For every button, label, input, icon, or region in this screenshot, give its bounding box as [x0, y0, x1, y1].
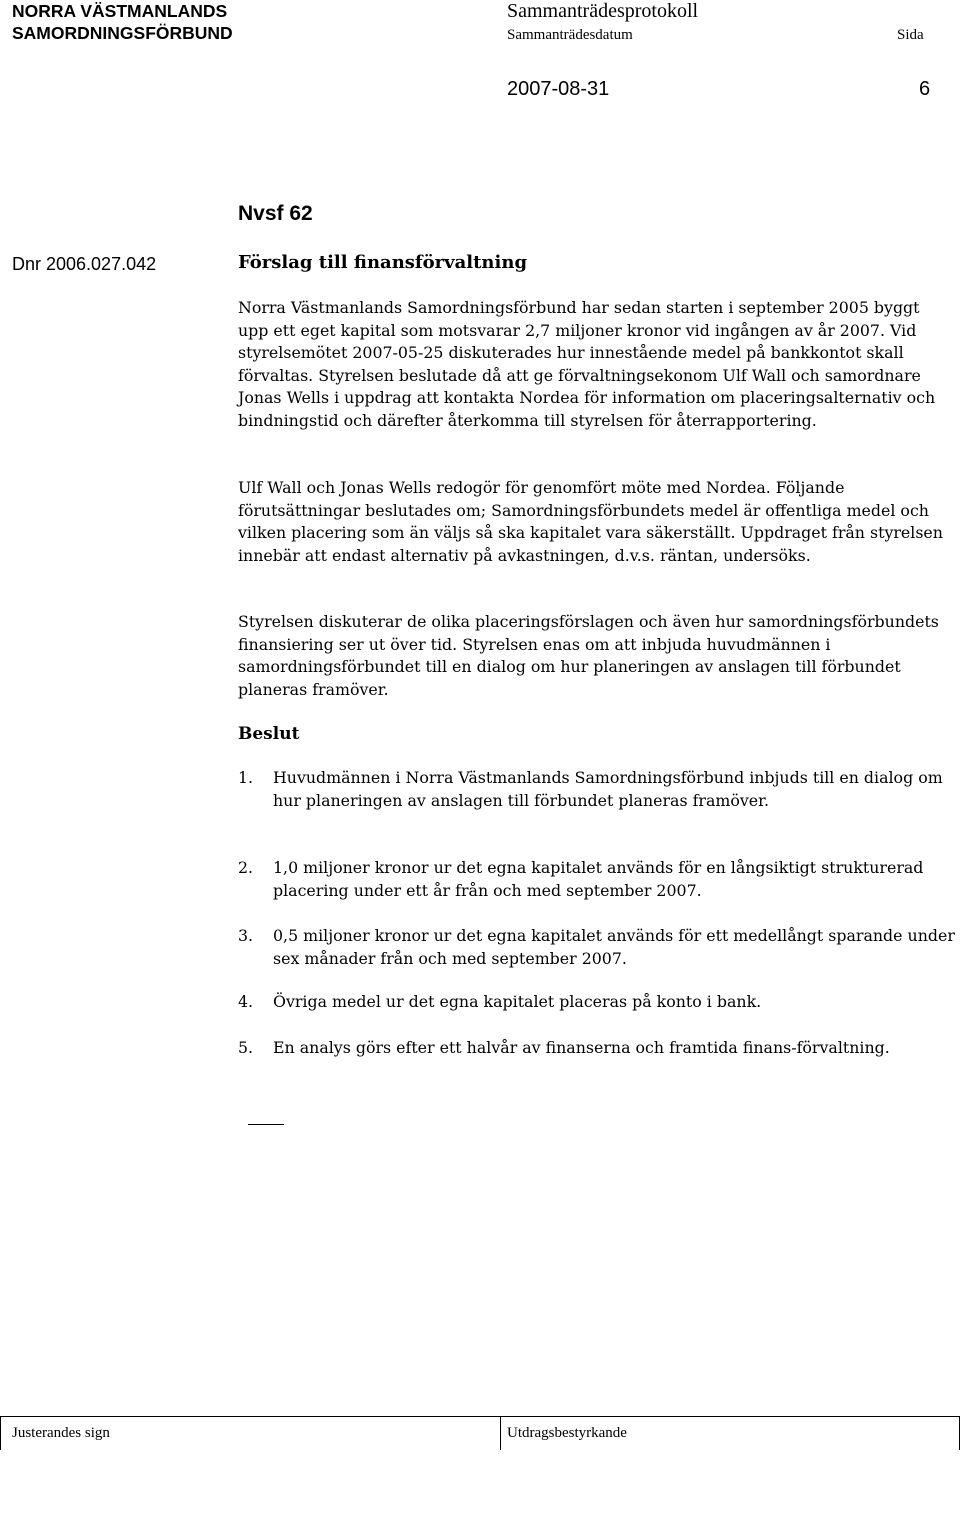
decision-item: [238, 991, 958, 1014]
decision-item: [238, 767, 958, 812]
body-paragraph-2: Ulf Wall och Jonas Wells redogör för genomfört möte med Nordea. Följande förutsättningar beslutades om; Samordningsförbundets medel är offentliga medel och vilken placering som än väljs så ska kapitalet vara säkerställt. Uppdraget från styrelsen innebär att endast alternativ på avkastningen, d.v.s. räntan, undersöks.: [238, 478, 943, 565]
decision-item-text: Övriga medel ur det egna kapitalet placeras på konto i bank.: [273, 992, 762, 1011]
decision-item: [238, 857, 958, 902]
document-type: Sammanträdesprotokoll: [507, 0, 699, 22]
certified-label: Utdragsbestyrkande: [507, 1425, 627, 1441]
section-title: Förslag till finansförvaltning: [238, 252, 528, 273]
body-paragraph-3: Styrelsen diskuterar de olika placeringsförslagen och även hur samordningsförbundets finansiering ser ut över tid. Styrelsen enas om att inbjuda huvudmännen i samordningsförbundet till en dialog om hur planeringen av anslagen till förbundet planeras framöver.: [238, 612, 939, 699]
meeting-date-label: Sammanträdesdatum: [507, 27, 633, 43]
footer-divider: [0, 1416, 1, 1450]
body-paragraph-1: Norra Västmanlands Samordningsförbund har sedan starten i september 2005 byggt upp ett eget kapital som motsvarar 2,7 miljoner kronor vid ingången av år 2007. Vid styrelsemötet 2007-05-25 diskuterades hur innestående medel på bankkontot skall förvaltas. Styrelsen beslutade då att ge förvaltningsekonom Ulf Wall och samordnare Jonas Wells i uppdrag att kontakta Nordea för information om placeringsalternativ och bindningstid och därefter återkomma till styrelsen för återrapportering.: [238, 298, 936, 430]
decision-item-text: Huvudmännen i Norra Västmanlands Samordningsförbund inbjuds till en dialog om hur planeringen av anslagen till förbundet planeras framöver.: [273, 768, 943, 810]
decision-item: [238, 1037, 958, 1060]
signature-label: Justerandes sign: [12, 1425, 110, 1441]
end-marker-line: [248, 1124, 284, 1125]
decision-item-text: En analys görs efter ett halvår av finanserna och framtida finans-förvaltning.: [273, 1038, 890, 1057]
org-name-line2: SAMORDNINGSFÖRBUND: [12, 23, 233, 43]
decision-item: [238, 925, 958, 970]
decision-item-number: 3.: [238, 926, 254, 945]
decision-item-text: 0,5 miljoner kronor ur det egna kapitalet används för ett medellångt sparande under sex månader från och med september 2007.: [273, 926, 955, 968]
decision-heading: Beslut: [238, 724, 300, 744]
org-name-line1: NORRA VÄSTMANLANDS: [12, 1, 228, 21]
paragraph-id: Nvsf 62: [238, 202, 313, 225]
decision-item-number: 4.: [238, 992, 254, 1011]
footer-rule: [0, 1416, 960, 1417]
footer-divider: [500, 1416, 501, 1450]
meeting-date-value: 2007-08-31: [507, 78, 610, 100]
case-number: Dnr 2006.027.042: [12, 254, 157, 274]
decision-item-number: 1.: [238, 768, 254, 787]
decision-item-number: 5.: [238, 1038, 254, 1057]
page-number: 6: [919, 78, 931, 100]
decision-item-text: 1,0 miljoner kronor ur det egna kapitalet används för en långsiktigt strukturerad placering under ett år från och med september 2007.: [273, 858, 924, 900]
decision-item-number: 2.: [238, 858, 254, 877]
page-label: Sida: [897, 27, 924, 43]
